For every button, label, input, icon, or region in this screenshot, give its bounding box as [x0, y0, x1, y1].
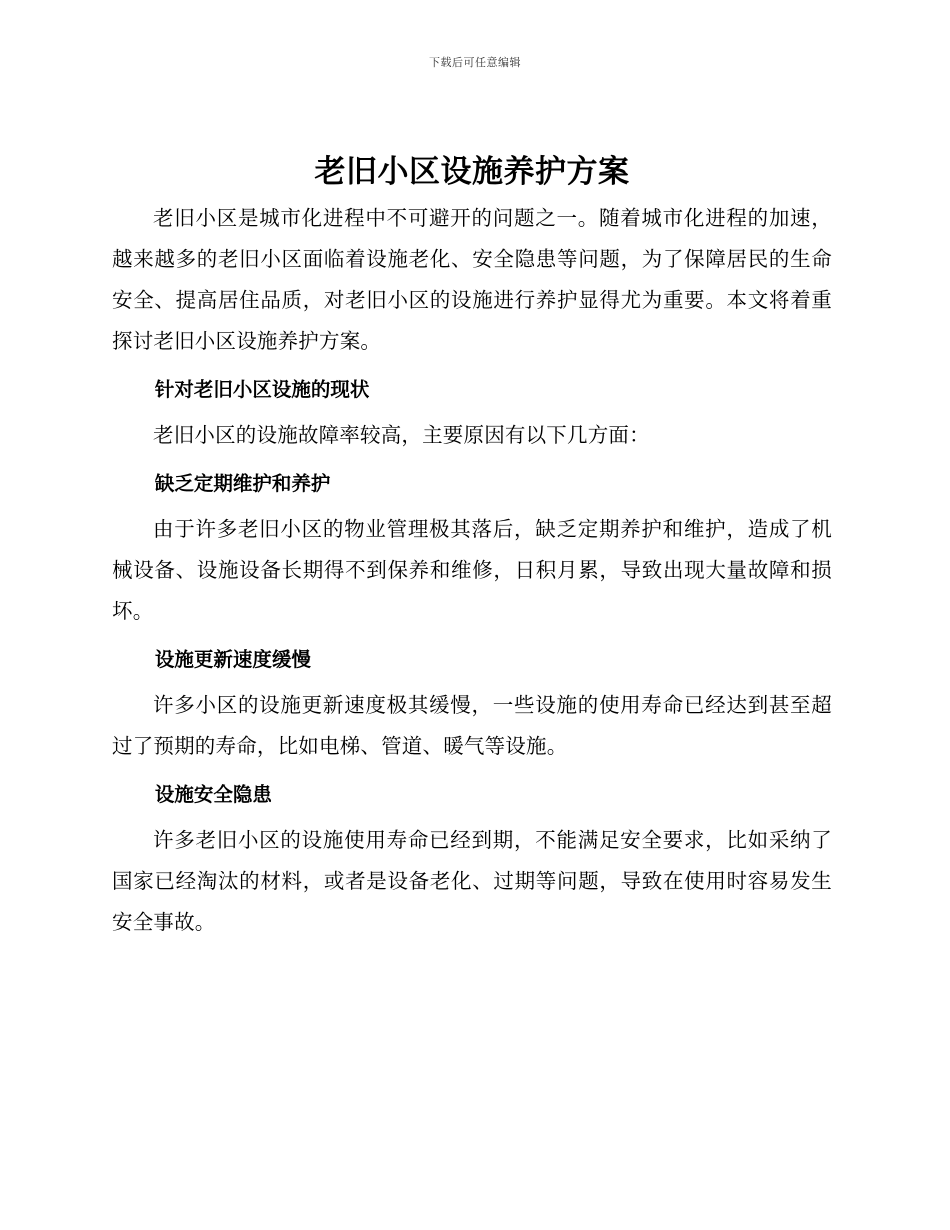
section-text-status: 老旧小区的设施故障率较高，主要原因有以下几方面： [153, 423, 650, 447]
section-heading-status: 针对老旧小区设施的现状 [154, 378, 370, 401]
document-body [112, 150, 832, 943]
section-heading-safety: 设施安全隐患 [154, 783, 272, 806]
section-text-maintenance: 由于许多老旧小区的物业管理极其落后，缺乏定期养护和维护，造成了机械设备、设施设备长期得不到保养和维修，日积月累，导致出现大量故障和损坏。 [112, 517, 832, 623]
header-note: 下载后可任意编辑 [429, 56, 521, 69]
section-text-safety: 许多老旧小区的设施使用寿命已经到期，不能满足安全要求，比如采纳了国家已经淘汰的材料，或者是设备老化、过期等问题，导致在使用时容易发生安全事故。 [112, 828, 832, 934]
section-heading-maintenance: 缺乏定期维护和养护 [154, 472, 331, 495]
intro-paragraph: 老旧小区是城市化进程中不可避开的问题之一。随着城市化进程的加速，越来越多的老旧小区面临着设施老化、安全隐患等问题，为了保障居民的生命安全、提高居住品质，对老旧小区的设施进行养护显得尤为重要。本文将着重探讨老旧小区设施养护方案。 [112, 206, 832, 353]
section-text-update-speed: 许多小区的设施更新速度极其缓慢，一些设施的使用寿命已经达到甚至超过了预期的寿命，比如电梯、管道、暖气等设施。 [112, 693, 832, 758]
document-title: 老旧小区设施养护方案 [314, 154, 630, 190]
section-heading-update-speed: 设施更新速度缓慢 [154, 648, 311, 671]
